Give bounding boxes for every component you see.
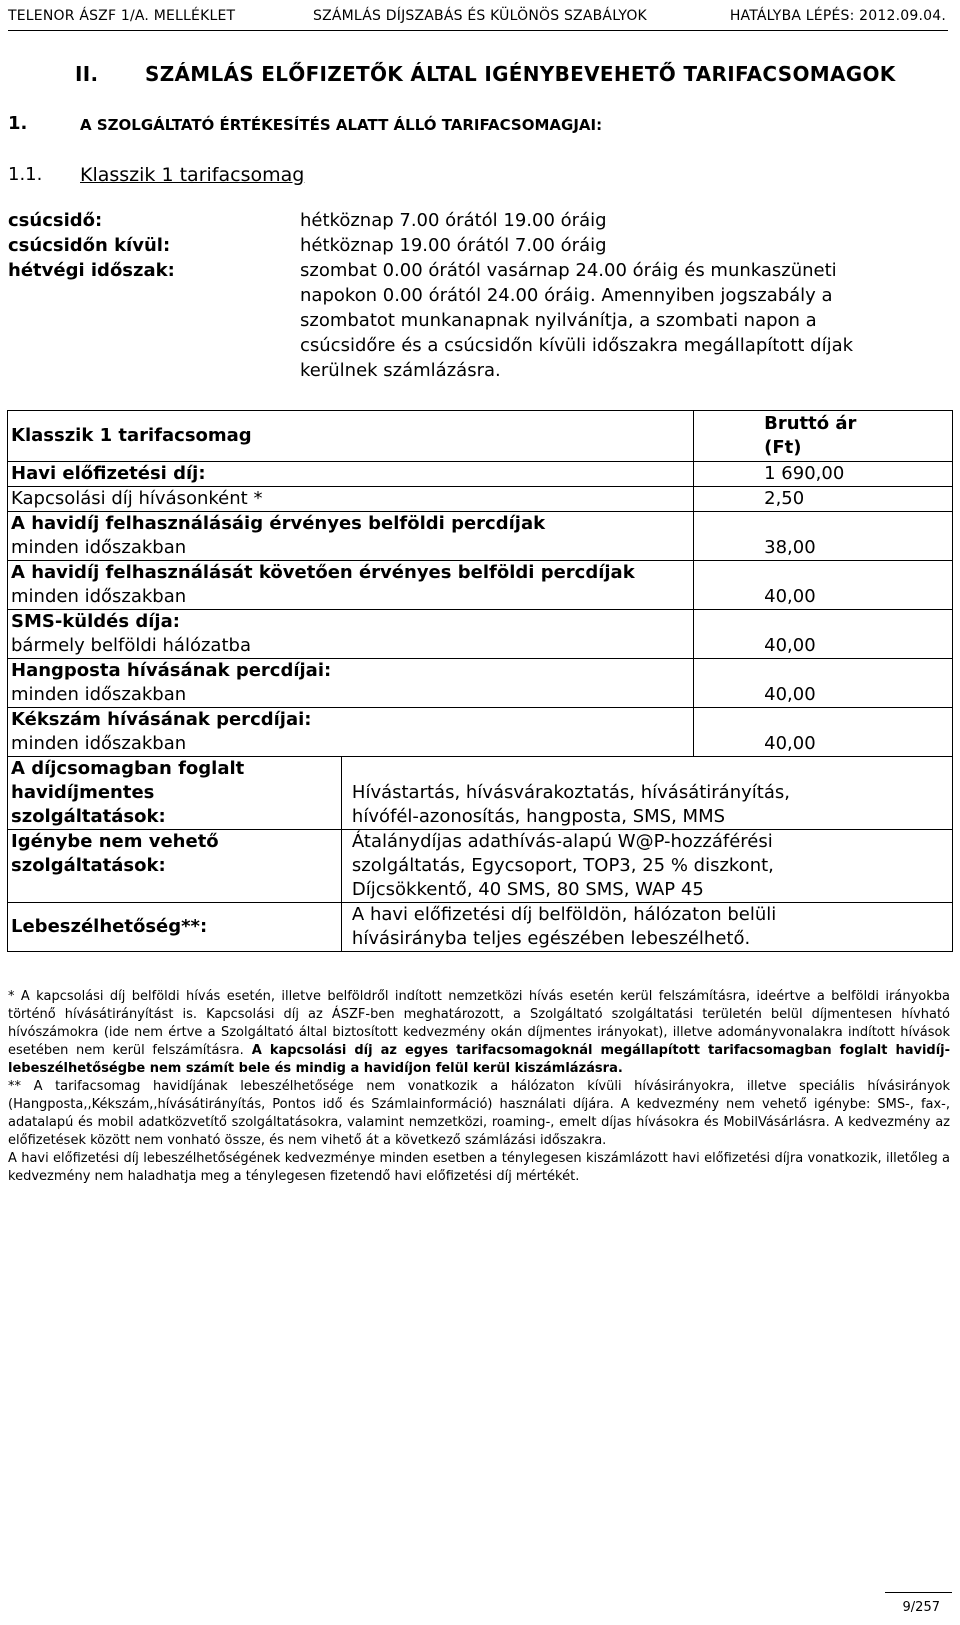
period-line: hétköznap 19.00 órától 7.00 óráig	[300, 235, 607, 256]
value-line: Átalánydíjas adathívás-alapú W@P-hozzáférési	[351, 831, 773, 852]
label-line: szolgáltatások:	[11, 855, 166, 876]
table-header-row	[8, 411, 953, 462]
value-line: hívásirányba teljes egészében lebeszélhető.	[351, 928, 751, 949]
talk-allowance-row	[8, 903, 952, 952]
fee-title: A havidíj felhasználásáig érvényes belföldi percdíjak	[11, 513, 546, 534]
fee-label	[8, 708, 694, 757]
label-line: szolgáltatások:	[11, 806, 166, 827]
fee-subtitle: minden időszakban	[11, 733, 187, 754]
table-row	[8, 708, 953, 757]
table-row	[8, 462, 953, 487]
peak-label: csúcsidő:	[8, 210, 103, 231]
fee-label	[8, 659, 694, 708]
page-number-rule	[885, 1592, 952, 1593]
section-heading	[75, 62, 896, 86]
footnotes	[8, 988, 950, 1186]
fee-value-text: 40,00	[764, 635, 816, 656]
price-header-unit: (Ft)	[764, 437, 802, 458]
section-title: SZÁMLÁS ELŐFIZETŐK ÁLTAL IGÉNYBEVEHETŐ TARIFACSOMAGOK	[145, 62, 896, 86]
fee-value	[694, 610, 953, 659]
services-table	[8, 757, 952, 951]
unavailable-services-label	[8, 830, 341, 903]
fee-subtitle: minden időszakban	[11, 537, 187, 558]
period-values	[300, 208, 940, 383]
header-company: TELENOR ÁSZF 1/A. MELLÉKLET	[8, 8, 236, 24]
table-row	[8, 487, 953, 512]
label-line: A díjcsomagban foglalt	[11, 758, 245, 779]
value-line: Díjcsökkentő, 40 SMS, 80 SMS, WAP 45	[351, 879, 704, 900]
monthly-fee-value: 1 690,00	[694, 462, 953, 487]
offpeak-label: csúcsidőn kívül:	[8, 235, 171, 256]
fee-value-text: 38,00	[764, 537, 816, 558]
page-header	[8, 4, 948, 31]
weekend-label: hétvégi időszak:	[8, 260, 175, 281]
services-cell	[8, 757, 953, 952]
period-line: szombat 0.00 órától vasárnap 24.00 óráig és munkaszüneti	[300, 260, 837, 281]
fee-value	[694, 512, 953, 561]
fee-value	[694, 708, 953, 757]
subsubsection-number: 1.1.	[8, 164, 43, 185]
footnote-discount: A havi előfizetési díj lebeszélhetőségének kedvezménye minden esetben a ténylegesen kiszámlázott havi előfizetési díjra vonatkozik, illetőleg a kedvezmény nem haladhatja meg a ténylegesen fizetendő havi előfizetési díj mértékét.	[8, 1151, 950, 1184]
header-effective-date: HATÁLYBA LÉPÉS: 2012.09.04.	[729, 8, 946, 24]
tariff-name: Klasszik 1 tarifacsomag	[8, 411, 694, 462]
tariff-table	[7, 410, 953, 952]
fee-value-text: 40,00	[764, 684, 816, 705]
unavailable-services-row	[8, 830, 952, 903]
price-header-line: Bruttó ár	[764, 413, 857, 434]
subsection-number: 1.	[8, 113, 28, 134]
talk-allowance-label: Lebeszélhetőség**:	[8, 903, 341, 952]
fee-subtitle: minden időszakban	[11, 684, 187, 705]
footnote-talk-allowance: ** A tarifacsomag havidíjának lebeszélhetősége nem vonatkozik a hálózaton kívüli hívásirányokra, illetve speciális hívásirányok (Hangposta,,Kékszám,,hívásátirányítás, Pontos idő és Számlainformáció) használati díjára. A kedvezmény nem vehető igénybe: SMS-, fax-, adatalapú és mobil adatközvetítő szolgáltatásokra, valamint nemzetközi, roaming-, emelt díjas hívásokra és MobilVásárlásra. A kedvezmény az előfizetések között nem vonható össze, és nem vihető át a következő számlázási időszakra.	[8, 1079, 950, 1148]
fee-title: SMS-küldés díja:	[11, 611, 180, 632]
value-line: A havi előfizetési díj belföldön, hálózaton belüli	[351, 904, 777, 925]
value-line: hívófél-azonosítás, hangposta, SMS, MMS	[351, 806, 726, 827]
fee-subtitle: bármely belföldi hálózatba	[11, 635, 251, 656]
fee-title: Hangposta hívásának percdíjai:	[11, 660, 332, 681]
fee-value	[694, 561, 953, 610]
fee-title: Kékszám hívásának percdíjai:	[11, 709, 312, 730]
fee-label	[8, 512, 694, 561]
value-line: Hívástartás, hívásvárakoztatás, hívásátirányítás,	[351, 782, 790, 803]
value-line: szolgáltatás, Egycsoport, TOP3, 25 % diszkont,	[351, 855, 774, 876]
fee-value	[694, 659, 953, 708]
footnote-connection-fee	[8, 988, 950, 1078]
table-row	[8, 659, 953, 708]
subsection-title: A SZOLGÁLTATÓ ÉRTÉKESÍTÉS ALATT ÁLLÓ TARIFACSOMAGJAI:	[80, 116, 603, 134]
header-title: SZÁMLÁS DÍJSZABÁS ÉS KÜLÖNÖS SZABÁLYOK	[313, 8, 647, 24]
fee-title: A havidíj felhasználását követően érvényes belföldi percdíjak	[11, 562, 635, 583]
section-number: II.	[75, 62, 99, 86]
connection-fee-label: Kapcsolási díj hívásonként *	[8, 487, 694, 512]
unavailable-services-value	[341, 830, 952, 903]
monthly-fee-label: Havi előfizetési díj:	[8, 462, 694, 487]
page-number: 9/257	[902, 1600, 940, 1615]
price-header	[694, 411, 953, 462]
period-line: hétköznap 7.00 órától 19.00 óráig	[300, 210, 607, 231]
subsubsection-title: Klasszik 1 tarifacsomag	[80, 164, 305, 186]
included-services-row	[8, 757, 952, 830]
included-services-value	[341, 757, 952, 830]
included-services-label	[8, 757, 341, 830]
table-row	[8, 512, 953, 561]
label-line: Igénybe nem vehető	[11, 831, 219, 852]
period-line: csúcsidőre és a csúcsidőn kívüli időszakra megállapított díjak	[300, 335, 854, 356]
period-line: kerülnek számlázásra.	[300, 360, 501, 381]
connection-fee-value: 2,50	[694, 487, 953, 512]
fee-label	[8, 610, 694, 659]
table-row	[8, 757, 953, 952]
fee-subtitle: minden időszakban	[11, 586, 187, 607]
footnote-bold-text: A kapcsolási díj az egyes tarifacsomagoknál megállapított tarifacsomagban foglalt havidíj-lebeszélhetőségbe nem számít bele és mindig a havidíjon felül kerül kiszámlázásra.	[8, 1043, 951, 1076]
label-line: havidíjmentes	[11, 782, 155, 803]
table-row	[8, 610, 953, 659]
fee-label	[8, 561, 694, 610]
fee-value-text: 40,00	[764, 586, 816, 607]
footnote-text: * A kapcsolási díj belföldi hívás esetén, illetve belföldről indított nemzetközi hívás esetén kerül felszámításra, ideértve a belföldi irányokba történő hívásátirányítást is. Kapcsolási díj az ÁSZF-ben meghatározott, a Szolgáltató szolgáltatási területén belül díjmentesen hívható hívószámokra (ide nem értve a Szolgáltató által biztosított kedvezmény okán díjmentes irányokat), illetve adományvonalakra indított hívások esetében nem kerül felszámításra.	[8, 989, 950, 1058]
period-line: szombatot munkanapnak nyilvánítja, a szombati napon a	[300, 310, 817, 331]
table-row	[8, 561, 953, 610]
period-line: napokon 0.00 órától 24.00 óráig. Amennyiben jogszabály a	[300, 285, 833, 306]
period-labels	[8, 208, 175, 283]
talk-allowance-value	[341, 903, 952, 952]
fee-value-text: 40,00	[764, 733, 816, 754]
